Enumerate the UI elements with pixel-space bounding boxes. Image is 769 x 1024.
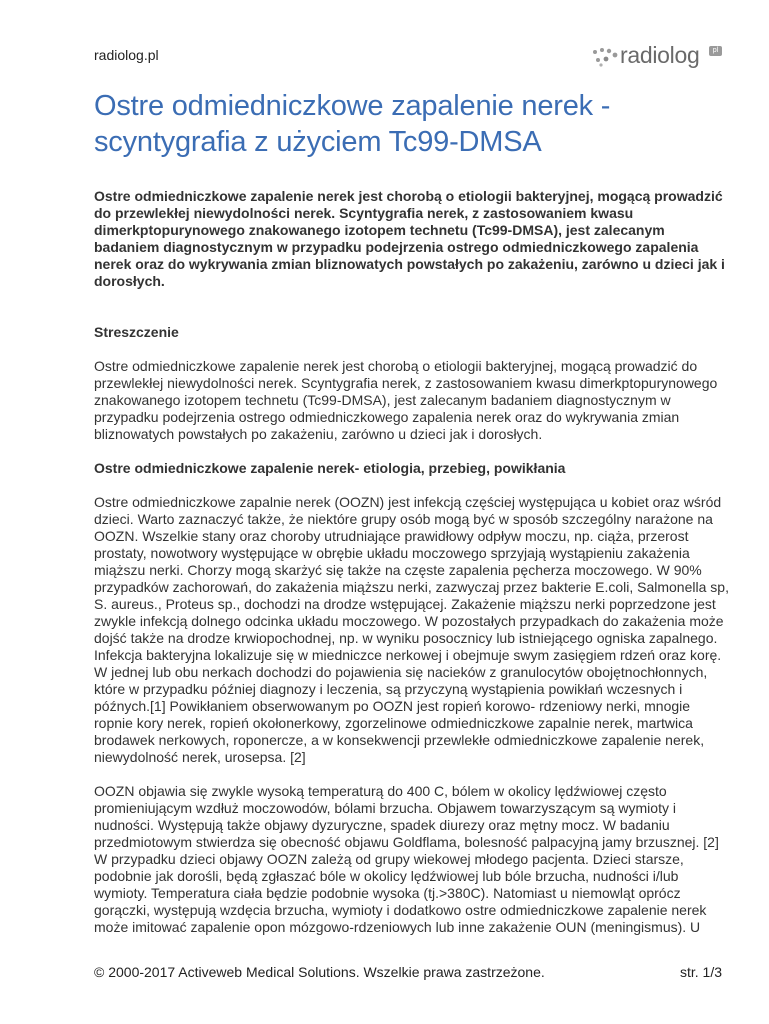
paragraph-symptoms: OOZN objawia się zwykle wysoką temperaturą do 400 C, bólem w okolicy lędźwiowej często promieniującym wzdłuż moczowodów, bólami brzucha. Objawem towarzyszącym są wymioty i nudności. Występują także objawy dyzuryczne, spadek diurezy oraz mętny mocz. W badaniu przedmiotowym stwierdza się obecność objawu Goldflama, bolesność palpacyjną jamy brzusznej. [2] W przypadku dzieci objawy OOZN zależą od grupy wiekowej młodego pacjenta. Dzieci starsze, podobnie jak dorośli, będą zgłaszać bóle w okolicy lędźwiowej lub bóle brzucha, nudności i/lub wymioty. Temperatura ciała będzie podobnie wysoka (tj.>380C). Natomiast u niemowląt oprócz gorączki, występują wzdęcia brzucha, wymioty i dodatkowo ostre odmiedniczkowe zapalenie nerek może imitować zapalenie opon mózgowo-rdzeniowych lub inne zakażenie OUN (meningismus). U — [94, 783, 719, 935]
logo-dots-icon — [592, 47, 618, 67]
paragraph-etiology: Ostre odmiedniczkowe zapalnie nerek (OOZN) jest infekcją częściej występująca u kobiet oraz wśród dzieci. Warto zaznaczyć także, że niektóre grupy osób mogą być w sposób szczególny narażone na OOZN. Wszelkie stany oraz choroby utrudniające prawidłowy odpływ moczu, np. ciąża, przerost prostaty, nowotwory występujące w obrębie układu moczowego sprzyjają wystąpieniu zakażenia miąższu nerki. Chorzy mogą skarżyć się także na częste zapalenia pęcherza moczowego. W 90% przypadków zachorowań, do zakażenia miąższu nerki, zazwyczaj przez bakterie E.coli, Salmonella sp, S. aureus., Proteus sp., dochodzi na drodze wstępującej. Zakażenie miąższu nerki poprzedzone jest zwykle infekcją dolnego odcinka układu moczowego. W pozostałych przypadkach do zakażenia może dojść także na drodze krwiopochodnej, np. w wyniku posocznicy lub istniejącego ogniska zapalnego. Infekcja bakteryjna lokalizuje się w miedniczce nerkowej i obejmuje swym zasięgiem rdzeń oraz korę. W jednej lub obu nerkach dochodzi do pojawienia się nacieków z granulocytów obojętnochłonnych, które w przypadku później diagnozy i leczenia, są przyczyną wystąpienia powikłań wczesnych i późnych.[1] Powikłaniem obserwowanym po OOZN jest ropień korowo- rdzeniowy nerki, mnogie ropnie kory nerek, ropień okołonerkowy, zgorzelinowe odmiedniczkowe zapalnie nerek, martwica brodawek nerkowych, roponercze, a w konsekwencji przewlekłe odmiedniczkowe zapalenie nerek, niewydolność nerek, urosepsa. [2] — [94, 494, 729, 765]
summary-heading: Streszczenie — [94, 324, 179, 340]
summary-text: Ostre odmiedniczkowe zapalenie nerek jest chorobą o etiologii bakteryjnej, mogącą prowadzić do przewlekłej niewydolności nerek. Scyntygrafia nerek, z zastosowaniem kwasu dimerkptopurynowego znakowanego izotopem technetu (Tc99-DMSA), jest zalecanym badaniem diagnostycznym w przypadku podejrzenia ostrego odmiedniczkowego zapalenia nerek oraz do wykrywania zmian bliznowatych powstałych po zakażeniu, zarówno u dzieci jak i dorosłych. — [94, 358, 718, 442]
logo-text: radiolog — [620, 42, 700, 68]
article-body — [94, 188, 730, 953]
radiolog-logo — [592, 44, 726, 72]
logo-badge: pl — [709, 46, 722, 56]
page-title: Ostre odmiedniczkowe zapalenie nerek - scyntygrafia z użyciem Tc99-DMSA — [94, 90, 611, 158]
site-name: radiolog.pl — [94, 47, 159, 63]
article-lead: Ostre odmiedniczkowe zapalenie nerek jest chorobą o etiologii bakteryjnej, mogącą prowadzić do przewlekłej niewydolności nerek. Scyntygrafia nerek, z zastosowaniem kwasu dimerkptopurynowego znakowanego izotopem technetu (Tc99-DMSA), jest zalecanym badaniem diagnostycznym w przypadku podejrzenia ostrego odmiedniczkowego zapalenia nerek oraz do wykrywania zmian bliznowatych powstałych po zakażeniu, zarówno u dzieci jak i dorosłych. — [94, 188, 725, 289]
page-number: str. 1/3 — [679, 964, 722, 980]
section-heading: Ostre odmiedniczkowe zapalenie nerek- etiologia, przebieg, powikłania — [94, 460, 566, 476]
footer-copyright: © 2000-2017 Activeweb Medical Solutions. Wszelkie prawa zastrzeżone. — [94, 964, 545, 980]
